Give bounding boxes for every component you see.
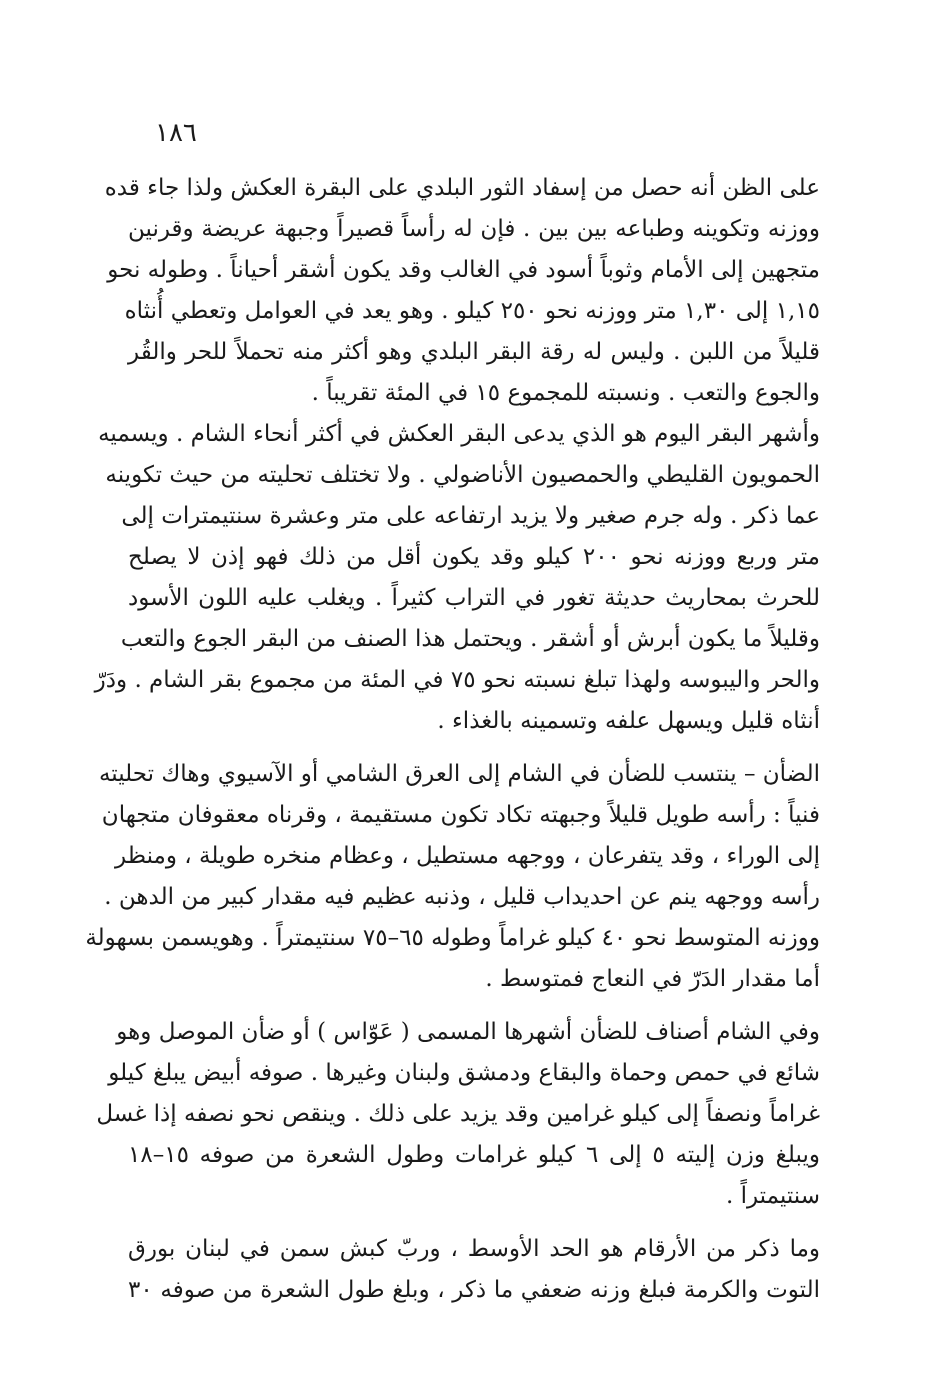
text-line: غراماً ونصفاً إلى كيلو غرامين وقد يزيد على ذلك . وينقص نحو نصفه إذا غسل [96,1101,820,1127]
text-line: وأشهر البقر اليوم هو الذي يدعى البقر العكش في أكثر أنحاء الشام . ويسميه [98,421,820,447]
paragraph-spacer [128,742,820,754]
paragraph-awassi [96,1012,820,1217]
text-line: فنياً : رأسه طويل قليلاً وجبهته تكاد تكون مستقيمة ، وقرناه معقوفان متجهان [101,802,820,828]
text-line: الضأن – ينتسب للضأن في الشام إلى العرق الشامي أو الآسيوي وهاك تحليته [98,761,820,787]
text-line: ووزنه وتكوينه وطباعه بين بين . فإن له رأساً قصيراً وجبهة عريضة وقرنين [128,216,820,242]
text-line: وفي الشام أصناف للضأن أشهرها المسمى ( عَوّاس ) أو ضأن الموصل وهو [116,1019,820,1045]
text-line: ١,١٥ إلى ١,٣٠ متر ووزنه نحو ٢٥٠ كيلو . وهو يعد في العوامل وتعطي أُنثاه [124,298,820,324]
text-line: على الظن أنه حصل من إسفاد الثور البلدي على البقرة العكش ولذا جاء قده [104,175,820,201]
text-line: عما ذكر . وله جرم صغير ولا يزيد ارتفاعه على متر وعشرة سنتيمترات إلى [121,503,820,529]
text-line: قليلاً من اللبن . وليس له رقة البقر البلدي وهو أكثر منه تحملاً للحر والقُر [128,339,820,365]
text-line: ويبلغ وزن إليته ٥ إلى ٦ كيلو غرامات وطول الشعرة من صوفه ١٥–١٨ [128,1142,820,1168]
text-line: سنتيمتراً . [725,1183,820,1209]
text-line: أنثاه قليل ويسهل علفه وتسمينه بالغذاء . [437,708,820,734]
text-line: وما ذكر من الأرقام هو الحد الأوسط ، وربّ كبش سمن في لبنان بورق [128,1236,820,1262]
paragraph-spacer [128,1000,820,1012]
text-line: إلى الوراء ، وقد يتفرعان ، ووجهه مستطيل ، وعظام منخره طويلة ، ومنظر [115,843,820,869]
page-number: ١٨٦ [155,118,197,148]
text-line: الحمويون القليطي والحمصيون الأناضولي . ولا تختلف تحليته من حيث تكوينه [105,462,820,488]
paragraph-akesh-cattle [94,414,820,742]
paragraph-sheep [85,754,820,1000]
text-line: متجهين إلى الأمام وثوباً أسود في الغالب وقد يكون أشقر أحياناً . وطوله نحو [107,257,820,283]
text-line: للحرث بمحاريث حديثة تغور في التراب كثيراً . ويغلب عليه اللون الأسود [128,585,820,611]
text-line: رأسه ووجهه ينم عن احديداب قليل ، وذنبه عظيم فيه مقدار كبير من الدهن . [104,884,820,910]
text-line: وقليلاً ما يكون أبرش أو أشقر . ويحتمل هذا الصنف من البقر الجوع والتعب [120,626,820,652]
text-line: والحر واليبوسه ولهذا تبلغ نسبته نحو ٧٥ في المئة من مجموع بقر الشام . ودَرّ [94,667,820,693]
text-line: التوت والكرمة فبلغ وزنه ضعفي ما ذكر ، وبلغ طول الشعرة من صوفه ٣٠ [128,1277,820,1303]
body-text [85,168,820,1311]
text-line: ووزنه المتوسط نحو ٤٠ كيلو غراماً وطوله ٦٥–٧٥ سنتيمتراً . وهويسمن بسهولة [85,925,820,951]
text-line: أما مقدار الدَرّ في النعاج فمتوسط . [485,966,820,992]
paragraph-cattle-hybrid [104,168,820,414]
text-line: متر وربع ووزنه نحو ٢٠٠ كيلو وقد يكون أقل من ذلك فهو إذن لا يصلح [128,544,820,570]
text-line: والجوع والتعب . ونسبته للمجموع ١٥ في المئة تقريباً . [311,380,820,406]
paragraph-averages [128,1229,820,1311]
paragraph-spacer [128,1217,820,1229]
text-line: شائع في حمص وحماة والبقاع ودمشق ولبنان وغيرها . صوفه أبيض يبلغ كيلو [108,1060,820,1086]
